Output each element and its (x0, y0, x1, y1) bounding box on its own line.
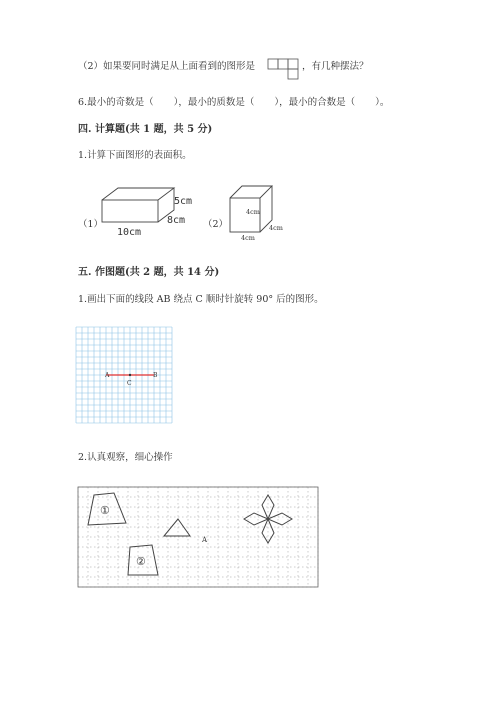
q6-prefix: 6.最小的奇数是（ (78, 97, 154, 108)
shapes-dot-grid (78, 487, 318, 587)
fig2-bottom: 4cm (241, 234, 255, 242)
q6-mid1: ），最小的质数是（ (173, 97, 255, 108)
section4-title: 四. 计算题(共 1 题，共 5 分) (78, 124, 213, 135)
fig1-length: 10cm (117, 227, 142, 238)
dot-grid-lines (78, 487, 318, 587)
section5-q1: 1.画出下面的线段 AB 绕点 C 顺时针旋转 90° 后的图形。 (78, 294, 324, 305)
fig2-label: （2） (203, 219, 229, 230)
fig1-width: 8cm (167, 215, 186, 226)
section5-q2: 2.认真观察，细心操作 (78, 452, 173, 463)
q2-text (78, 61, 255, 73)
shape-two-label: ② (136, 555, 146, 568)
q2-suffix-line (302, 61, 369, 73)
shape-one-label: ① (100, 504, 110, 517)
fig1-height: 5cm (174, 196, 193, 207)
rotation-grid (76, 327, 174, 425)
q6-text (78, 97, 389, 109)
fig2-side: 4cm (269, 224, 283, 232)
fig1-label: （1） (78, 219, 104, 230)
point-b-label: B (153, 372, 158, 379)
fig2-face: 4cm (246, 208, 260, 216)
triangle-a-label: A (202, 536, 208, 544)
section5-title: 五. 作图题(共 2 题，共 14 分) (78, 267, 220, 278)
section4-q1: 1.计算下面图形的表面积。 (78, 150, 192, 161)
point-a-label: A (105, 372, 110, 379)
q6-end: ）。 (375, 97, 390, 108)
point-c (129, 374, 131, 376)
q2-suffix: ，有几种摆法？ (302, 61, 369, 72)
cuboid-figure (100, 186, 200, 242)
top-view-squares-figure (268, 57, 302, 83)
point-c-label: C (127, 380, 132, 387)
q6-mid2: ），最小的合数是（ (274, 97, 356, 108)
q2-prefix: （2）如果要同时满足从上面看到的图形是 (78, 61, 256, 72)
